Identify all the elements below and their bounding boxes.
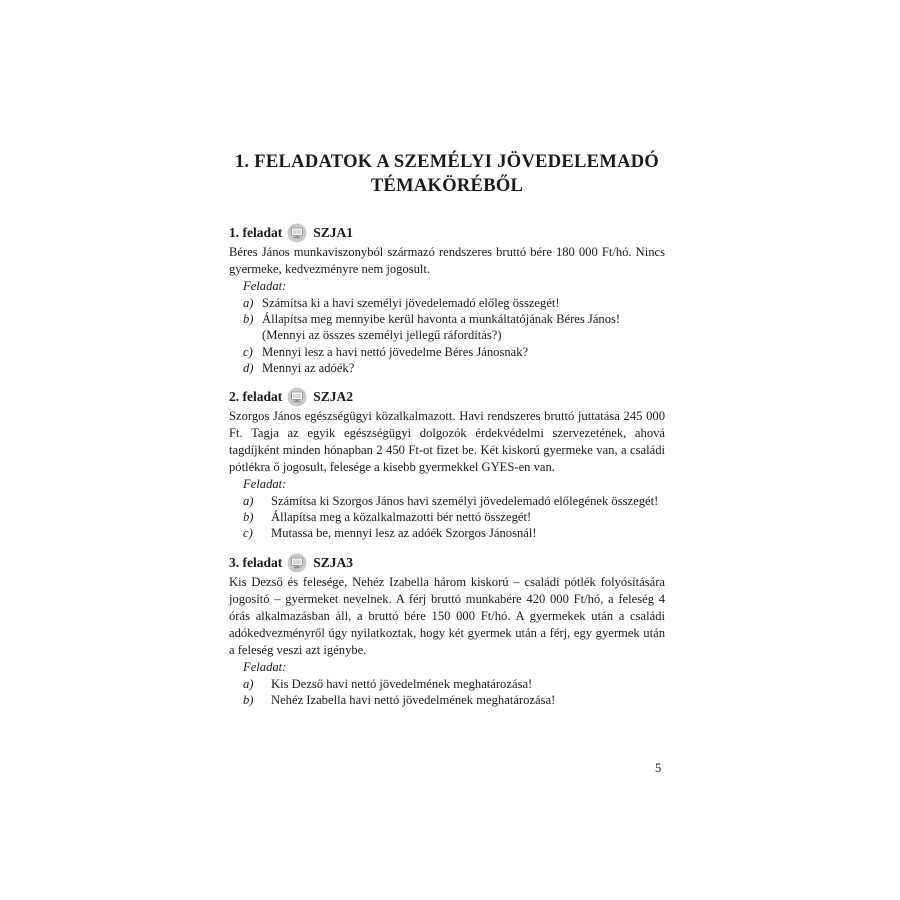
task-heading xyxy=(229,552,665,574)
subtask-text: Nehéz Izabella havi nettó jövedelmének meghatározása! xyxy=(271,692,556,707)
subtask-text: Állapítsa meg a közalkalmazotti bér nettó összegét! xyxy=(271,510,532,525)
subtask-mark: a) xyxy=(243,494,254,509)
subtask-mark: c) xyxy=(243,344,253,359)
subtask-mark: a) xyxy=(243,676,254,691)
task-2 xyxy=(229,386,665,542)
feladat-label: Feladat: xyxy=(243,477,287,492)
computer-monitor-icon xyxy=(287,223,307,243)
subtask-item xyxy=(229,344,665,360)
subtask-mark: d) xyxy=(243,360,254,375)
subtask-text: Kis Dezső havi nettó jövedelmének meghatározása! xyxy=(271,676,533,691)
task-label: 1. feladat xyxy=(229,225,283,240)
page-content xyxy=(229,150,665,708)
subtask-text: Számítsa ki a havi személyi jövedelemadó előleg összegét! xyxy=(262,296,560,310)
task-1 xyxy=(229,222,665,376)
chapter-title xyxy=(229,150,665,198)
page-number: 5 xyxy=(655,761,662,775)
task-label: 2. feladat xyxy=(229,389,283,405)
task-code: SZJA2 xyxy=(313,389,354,405)
task-label: 3. feladat xyxy=(229,554,283,570)
subtask-mark: b) xyxy=(243,510,254,525)
task-heading xyxy=(229,222,665,244)
subtask-text: Számítsa ki Szorgos János havi személyi jövedelemadó előlegének összegét! xyxy=(271,494,659,509)
subtask-item xyxy=(229,692,665,708)
subtask-text: Állapítsa meg mennyibe kerül havonta a munkáltatójának Béres János! (Mennyi az összes személyi jellegű ráfordítás?) xyxy=(262,312,621,343)
subtask-mark: b) xyxy=(243,692,254,707)
subtask-text: Mennyi az adóék? xyxy=(262,360,355,375)
subtask-text: Mutassa be, mennyi lesz az adóék Szorgos Jánosnál! xyxy=(271,526,537,541)
chapter-title-line2: TÉMAKÖRÉBŐL xyxy=(370,176,524,196)
task-intro: Béres János munkaviszonyból származó rendszeres bruttó bére 180 000 Ft/hó. Nincs gyermeke, kedvezményre nem jogosult. xyxy=(229,245,665,276)
subtask-item xyxy=(229,311,665,343)
subtask-list xyxy=(229,676,665,708)
subtask-item xyxy=(229,509,665,525)
task-intro: Szorgos János egészségügyi közalkalmazott. Havi rendszeres bruttó juttatása 245 000 Ft. Tagja az egyik egészségügyi dolgozók érdekvédelmi szervezetének, ahová tagdíjként minden hónapban 2 450 Ft-ot fizet be. Két kiskorú gyermeke van, a családi pótlékra ő jogosult, felesége a kisebb gyermekkel GYES-en van. xyxy=(229,409,665,475)
subtask-item xyxy=(229,525,665,541)
task-code: SZJA3 xyxy=(313,554,354,570)
subtask-item xyxy=(229,360,665,376)
computer-monitor-icon xyxy=(287,553,307,573)
feladat-label: Feladat: xyxy=(243,279,287,293)
subtask-text: Mennyi lesz a havi nettó jövedelme Béres Jánosnak? xyxy=(262,344,529,359)
subtask-item xyxy=(229,493,665,509)
task-intro: Kis Dezső és felesége, Nehéz Izabella három kiskorú – családi pótlék folyósítására jogosító – gyermeket nevelnek. A férj bruttó munkabére 420 000 Ft/hó, a feleség 4 órás alkalmazásban áll, a bruttó bére 150 000 Ft/hó. A gyermekek után a családi adókedvezményről úgy nyilatkoztak, hogy két gyermek után a férj, egy gyermek után a feleség veszi azt igénybe. xyxy=(229,574,665,657)
task-heading xyxy=(229,386,665,408)
subtask-mark: b) xyxy=(243,312,254,327)
chapter-title-line1: 1. FELADATOK A SZEMÉLYI JÖVEDELEMADÓ xyxy=(234,152,660,172)
subtask-list xyxy=(229,493,665,542)
subtask-mark: c) xyxy=(243,526,253,541)
task-3 xyxy=(229,552,665,708)
computer-monitor-icon xyxy=(287,387,307,407)
subtask-mark: a) xyxy=(243,296,254,310)
task-code: SZJA1 xyxy=(313,225,354,240)
subtask-item xyxy=(229,676,665,692)
subtask-item xyxy=(229,295,665,311)
subtask-list xyxy=(229,295,665,376)
feladat-label: Feladat: xyxy=(243,659,287,674)
